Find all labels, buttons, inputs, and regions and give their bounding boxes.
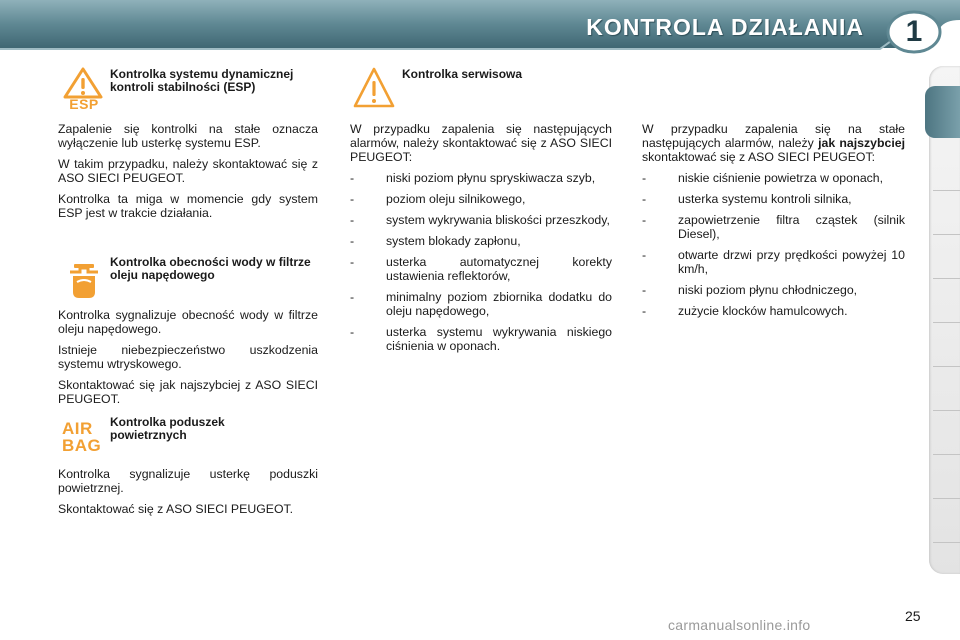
water-in-diesel-icon (64, 262, 104, 302)
active-chapter-tab[interactable] (925, 86, 960, 138)
tab-divider (933, 542, 960, 543)
esp-paragraph: Zapalenie się kontrolki na stałe oznacza wyłączenie lub usterkę systemu ESP. (58, 122, 318, 150)
service-section (350, 122, 612, 360)
tab-divider (933, 410, 960, 411)
airbag-icon-line2: BAG (62, 436, 102, 455)
urgent-list-item: - usterka systemu kontroli silnika, (642, 192, 905, 206)
airbag-icon-line1: AIR (62, 419, 93, 438)
airbag-paragraph: Kontrolka sygnalizuje usterkę poduszki powietrznej. (58, 467, 318, 495)
tab-divider (933, 498, 960, 499)
service-intro: W przypadku zapalenia się następujących alarmów, należy skontaktować się z ASO SIECI PEUGEOT: (350, 122, 612, 164)
chapter-header (0, 0, 960, 56)
esp-paragraph: W takim przypadku, należy skontaktować się z ASO SIECI PEUGEOT. (58, 157, 318, 185)
service-list-item: - system wykrywania bliskości przeszkody, (350, 213, 612, 227)
urgent-intro-text: W przypadku zapalenia się na stałe następujących alarmów, należy (642, 122, 905, 150)
service-warning-icon (352, 66, 396, 112)
urgent-list-item: - otwarte drzwi przy prędkości powyżej 10 km/h, (642, 248, 905, 276)
tab-divider (933, 190, 960, 191)
urgent-list-item: - zużycie klocków hamulcowych. (642, 304, 905, 318)
page-number: 25 (905, 608, 921, 624)
service-list-item: - minimalny poziom zbiornika dodatku do oleju napędowego, (350, 290, 612, 318)
tab-divider (933, 366, 960, 367)
service-list-item: - niski poziom płynu spryskiwacza szyb, (350, 171, 612, 185)
urgent-intro-text: skontaktować się z ASO SIECI PEUGEOT: (642, 150, 876, 164)
urgent-intro-emphasis: jak najszybciej (818, 136, 905, 150)
urgent-section (642, 122, 905, 325)
chapter-number: 1 (905, 15, 923, 48)
esp-paragraph: Kontrolka ta miga w momencie gdy system ESP jest w trakcie działania. (58, 192, 318, 220)
service-list (350, 171, 612, 353)
tab-divider (933, 454, 960, 455)
water-section (58, 308, 318, 413)
watermark: carmanualsonline.info (668, 617, 811, 633)
service-list-item: - system blokady zapłonu, (350, 234, 612, 248)
service-list-item: - usterka systemu wykrywania niskiego ciśnienia w oponach. (350, 325, 612, 353)
airbag-icon (62, 420, 102, 460)
urgent-list-item: - niski poziom płynu chłodniczego, (642, 283, 905, 297)
urgent-intro (642, 122, 905, 164)
airbag-heading: Kontrolka poduszek powietrznych (110, 415, 225, 442)
water-heading: Kontrolka obecności wody w filtrze oleju napędowego (110, 255, 311, 282)
esp-heading: Kontrolka systemu dynamicznej kontroli stabilności (ESP) (110, 67, 294, 94)
water-paragraph: Skontaktować się jak najszybciej z ASO SIECI PEUGEOT. (58, 378, 318, 406)
urgent-list (642, 171, 905, 318)
urgent-list-item: - niskie ciśnienie powietrza w oponach, (642, 171, 905, 185)
chapter-tabs (925, 66, 960, 576)
water-paragraph: Istnieje niebezpieczeństwo uszkodzenia systemu wtryskowego. (58, 343, 318, 371)
airbag-section (58, 467, 318, 523)
esp-warning-icon (62, 66, 104, 112)
tab-divider (933, 234, 960, 235)
urgent-list-item: - zapowietrzenie filtra cząstek (silnik Diesel), (642, 213, 905, 241)
esp-icon-label: ESP (69, 96, 99, 112)
water-paragraph: Kontrolka sygnalizuje obecność wody w filtrze oleju napędowego. (58, 308, 318, 336)
tab-divider (933, 278, 960, 279)
chapter-title: KONTROLA DZIAŁANIA (586, 14, 864, 40)
airbag-paragraph: Skontaktować się z ASO SIECI PEUGEOT. (58, 502, 294, 516)
esp-section (58, 122, 318, 227)
service-list-item: - poziom oleju silnikowego, (350, 192, 612, 206)
service-list-item: - usterka automatycznej korekty ustawienia reflektorów, (350, 255, 612, 283)
tab-divider (933, 322, 960, 323)
service-heading: Kontrolka serwisowa (402, 67, 523, 81)
